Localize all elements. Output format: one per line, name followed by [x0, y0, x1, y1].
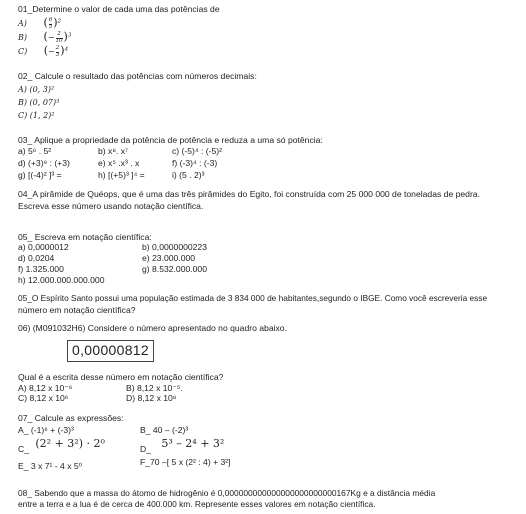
q5a-item-a: a) 0,0000012 — [18, 242, 69, 252]
q3-item-b: b) x⁸. x⁷ — [98, 146, 129, 156]
q1-item-b: B) (− $\frac{2}{10}$ )$^3$ — [18, 30, 72, 44]
question-1 — [18, 4, 520, 14]
q1-a-denominator: 5 — [48, 23, 53, 30]
question-3 — [18, 135, 520, 145]
q7-c-label: C_ — [18, 444, 29, 454]
q1-b-exponent: 3 — [67, 32, 72, 39]
q7-d-expression: 5³ – 2⁴ + 3² — [161, 437, 225, 450]
q1-b-numerator: 2 — [57, 31, 61, 37]
q7-expression-c — [18, 437, 105, 454]
q1-a-numerator: 6 — [48, 17, 53, 23]
question-6-prompt: Qual é a escrita desse número em notação científica? — [18, 372, 224, 382]
q3-item-h: h) [(+5)³ ]⁴ = — [98, 170, 145, 180]
q3-item-g: g) [(-4)² ]³ = — [18, 170, 62, 180]
question-3-title: 03_ Aplique a propriedade da potência de potência e reduza a uma só potência: — [18, 135, 323, 145]
question-2 — [18, 71, 520, 81]
q3-item-c: c) (-5)⁴ : (-5)² — [172, 146, 222, 156]
question-8-line-1: 08_ Sabendo que a massa do átomo de hidrogênio é 0,000000000000000000000000167Kg e a distância média — [18, 488, 436, 498]
q3-item-i: i) (5 . 2)³ — [172, 170, 205, 180]
q7-expression-d — [140, 437, 225, 454]
q5a-item-g: g) 8.532.000.000 — [142, 264, 207, 274]
q1-b-denominator: 10 — [55, 37, 63, 44]
question-5b-line-1: 05_O Espírito Santo possui uma população estimada de 3 834 000 de habitantes,segundo o IBGE. Como você escreveria esse — [18, 293, 488, 303]
q1-c-numerator: 2 — [55, 45, 60, 51]
question-7-title: 07_ Calcule as expressões: — [18, 413, 124, 423]
q1-c-denominator: 3 — [55, 51, 60, 58]
q7-expression-e: E_ 3 x 7¹ - 4 x 5⁰ — [18, 461, 83, 471]
q1-item-a-label: A) — [18, 19, 27, 28]
q5a-item-f: f) 1.325.000 — [18, 264, 64, 274]
q1-c-exponent: 4 — [64, 46, 69, 53]
q7-d-label: D_ — [140, 444, 151, 454]
question-8-line-2: entre a terra e a lua é de cerca de 400.000 km. Represente esses valores em notação científica. — [18, 499, 376, 509]
q5a-item-b: b) 0,0000000223 — [142, 242, 207, 252]
q6-option-c: C) 8,12 x 10⁶ — [18, 393, 69, 403]
q7-expression-a: A_ (-1)⁶ + (-3)³ — [18, 425, 74, 435]
question-2-title: 02_ Calcule o resultado das potências com números decimais: — [18, 71, 257, 81]
q7-expression-b: B_ 40 – (-2)³ — [140, 425, 189, 435]
q2-item-a: A) (0, 3)² — [18, 85, 55, 94]
q7-expression-f: F_70 –[ 5 x (2² : 4) + 3²] — [140, 457, 231, 467]
q5a-item-d: d) 0,0204 — [18, 253, 55, 263]
question-5a-title: 05_ Escreva em notação científica: — [18, 232, 152, 242]
q3-item-e: e) x⁵ .x³ . x — [98, 158, 140, 168]
q2-item-c: C) (1, 2)² — [18, 111, 55, 120]
q6-option-d: D) 8,12 x 10⁸ — [126, 393, 177, 403]
question-4-line-1: 04_A pirâmide de Quéops, que é uma das três pirâmides do Egito, foi construída com 25 000 000 de toneladas de pedra. — [18, 189, 480, 199]
number-box: 0,00000812 — [67, 340, 154, 362]
q1-item-a: A) ( $\frac{6}{5}$ )$^2$ — [18, 16, 62, 30]
q1-item-c-label: C) — [18, 47, 28, 56]
q3-item-a: a) 5⁶ . 5² — [18, 146, 52, 156]
q5a-item-e: e) 23.000.000 — [142, 253, 196, 263]
q1-a-exponent: 2 — [57, 18, 62, 25]
q3-item-d: d) (+3)⁹ : (+3) — [18, 158, 70, 168]
question-4-line-2: Escreva esse número usando notação científica. — [18, 201, 204, 211]
q6-option-b: B) 8,12 x 10⁻⁵. — [126, 383, 183, 393]
q1-item-c: C) (− $\frac{2}{3}$ )$^4$ — [18, 44, 69, 58]
q2-item-b: B) (0, 07)³ — [18, 98, 60, 107]
q1-item-b-label: B) — [18, 33, 27, 42]
q7-c-expression: (2² + 3²) · 2⁰ — [35, 437, 105, 450]
q6-option-a: A) 8,12 x 10⁻⁶ — [18, 383, 73, 393]
question-1-title: 01_Determine o valor de cada uma das potências de — [18, 4, 220, 14]
q5a-item-h: h) 12.000.000.000.000 — [18, 275, 105, 285]
q3-item-f: f) (-3)⁴ : (-3) — [172, 158, 218, 168]
question-6-title: 06) (M091032H6) Considere o número apresentado no quadro abaixo. — [18, 323, 287, 333]
question-5b-line-2: número em notação científica? — [18, 305, 136, 315]
